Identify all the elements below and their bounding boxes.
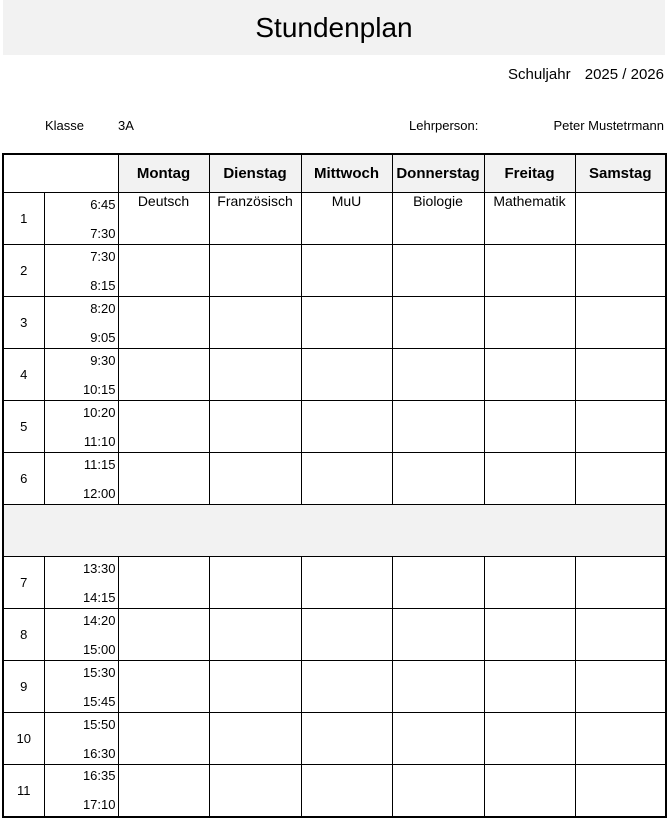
period-number: 4 xyxy=(3,349,44,401)
subject-cell[interactable] xyxy=(301,609,392,661)
period-end-time: 12:00 xyxy=(82,485,116,501)
subject-cell[interactable] xyxy=(575,765,666,817)
period-number: 6 xyxy=(3,453,44,505)
day-header: Samstag xyxy=(575,154,666,193)
period-number: 7 xyxy=(3,557,44,609)
period-row xyxy=(3,193,666,245)
subject-cell[interactable] xyxy=(484,661,575,713)
period-row xyxy=(3,713,666,765)
subject-cell[interactable] xyxy=(118,245,209,297)
subject-cell[interactable] xyxy=(484,401,575,453)
subject-cell[interactable] xyxy=(301,297,392,349)
period-row xyxy=(3,245,666,297)
period-number: 3 xyxy=(3,297,44,349)
period-number: 1 xyxy=(3,193,44,245)
subject-cell[interactable] xyxy=(209,713,301,765)
period-end-time: 15:45 xyxy=(82,693,116,709)
day-header: Mittwoch xyxy=(301,154,392,193)
subject-cell[interactable] xyxy=(301,245,392,297)
period-end-time: 9:05 xyxy=(90,329,116,345)
subject-cell[interactable] xyxy=(392,401,484,453)
subject-cell[interactable] xyxy=(575,713,666,765)
period-start-time: 7:30 xyxy=(90,248,116,264)
subject-cell[interactable]: MuU xyxy=(301,193,392,245)
subject-cell[interactable] xyxy=(575,557,666,609)
period-end-time: 15:00 xyxy=(82,641,116,657)
lunch-break-cell xyxy=(3,505,666,557)
subject-cell[interactable] xyxy=(484,713,575,765)
header-row xyxy=(3,154,666,193)
class-value: 3A xyxy=(118,118,134,133)
subject-cell[interactable] xyxy=(575,453,666,505)
subject-cell[interactable] xyxy=(209,453,301,505)
subject-cell[interactable] xyxy=(118,713,209,765)
subject-cell[interactable] xyxy=(118,557,209,609)
period-row xyxy=(3,297,666,349)
subject-cell[interactable] xyxy=(392,765,484,817)
subject-cell[interactable] xyxy=(392,349,484,401)
subject-cell[interactable] xyxy=(118,609,209,661)
subject-cell[interactable]: Deutsch xyxy=(118,193,209,245)
teacher-value: Peter Mustetrmann xyxy=(553,118,664,133)
period-start-time: 9:30 xyxy=(90,352,116,368)
subject-cell[interactable] xyxy=(209,349,301,401)
subject-cell[interactable] xyxy=(301,713,392,765)
subject-cell[interactable] xyxy=(301,557,392,609)
schoolyear-value: 2025 / 2026 xyxy=(584,66,664,83)
period-time xyxy=(44,557,118,609)
timetable xyxy=(2,153,667,818)
subject-cell[interactable] xyxy=(484,557,575,609)
subject-cell[interactable] xyxy=(484,297,575,349)
period-row xyxy=(3,609,666,661)
day-header: Donnerstag xyxy=(392,154,484,193)
period-time xyxy=(44,401,118,453)
subject-cell[interactable] xyxy=(575,661,666,713)
period-time xyxy=(44,609,118,661)
period-time xyxy=(44,193,118,245)
period-row xyxy=(3,453,666,505)
subject-cell[interactable] xyxy=(118,349,209,401)
subject-cell[interactable]: Mathematik xyxy=(484,193,575,245)
subject-cell[interactable] xyxy=(118,661,209,713)
period-end-time: 11:10 xyxy=(83,433,116,449)
subject-cell[interactable] xyxy=(209,245,301,297)
subject-cell[interactable] xyxy=(301,765,392,817)
day-header: Freitag xyxy=(484,154,575,193)
period-end-time: 7:30 xyxy=(90,225,116,241)
subject-cell[interactable] xyxy=(118,765,209,817)
period-end-time: 8:15 xyxy=(90,277,116,293)
period-number: 9 xyxy=(3,661,44,713)
subject-cell[interactable] xyxy=(484,765,575,817)
period-row xyxy=(3,765,666,817)
period-number: 2 xyxy=(3,245,44,297)
subject-cell[interactable] xyxy=(118,453,209,505)
subject-cell[interactable]: Biologie xyxy=(392,193,484,245)
subject-cell[interactable] xyxy=(209,401,301,453)
class-label: Klasse xyxy=(45,118,85,133)
subject-cell[interactable] xyxy=(301,453,392,505)
schoolyear-label: Schuljahr xyxy=(508,66,571,83)
lunch-break-row xyxy=(3,505,666,557)
period-start-time: 10:20 xyxy=(82,404,116,420)
period-number: 10 xyxy=(3,713,44,765)
day-header: Montag xyxy=(118,154,209,193)
period-start-time: 6:45 xyxy=(90,196,116,212)
subject-cell[interactable] xyxy=(392,713,484,765)
period-start-time: 15:30 xyxy=(82,664,116,680)
title-banner xyxy=(3,0,665,55)
teacher-label: Lehrperson: xyxy=(409,118,479,133)
subject-cell[interactable] xyxy=(118,297,209,349)
period-start-time: 14:20 xyxy=(82,612,116,628)
subject-cell[interactable] xyxy=(484,609,575,661)
period-end-time: 10:15 xyxy=(82,381,116,397)
period-start-time: 11:15 xyxy=(83,456,116,472)
period-time xyxy=(44,453,118,505)
period-row xyxy=(3,401,666,453)
period-time xyxy=(44,713,118,765)
subject-cell[interactable] xyxy=(575,401,666,453)
period-start-time: 15:50 xyxy=(82,716,116,732)
subject-cell[interactable] xyxy=(575,609,666,661)
subject-cell[interactable] xyxy=(392,453,484,505)
subject-cell[interactable] xyxy=(392,297,484,349)
subject-cell[interactable] xyxy=(392,661,484,713)
schoolyear-row xyxy=(508,66,664,83)
period-time xyxy=(44,765,118,817)
period-end-time: 17:10 xyxy=(82,797,116,813)
subject-cell[interactable] xyxy=(301,401,392,453)
period-number: 8 xyxy=(3,609,44,661)
subject-cell[interactable] xyxy=(209,557,301,609)
period-row xyxy=(3,349,666,401)
subject-cell[interactable] xyxy=(209,661,301,713)
subject-cell[interactable]: Französisch xyxy=(209,193,301,245)
subject-cell[interactable] xyxy=(392,557,484,609)
period-time xyxy=(44,661,118,713)
subject-cell[interactable] xyxy=(209,297,301,349)
subject-cell[interactable] xyxy=(575,297,666,349)
period-start-time: 13:30 xyxy=(82,560,116,576)
subject-cell[interactable] xyxy=(392,245,484,297)
subject-cell[interactable] xyxy=(484,349,575,401)
day-header: Dienstag xyxy=(209,154,301,193)
period-time xyxy=(44,349,118,401)
header-corner xyxy=(3,154,118,193)
period-time xyxy=(44,297,118,349)
subject-cell[interactable] xyxy=(118,401,209,453)
subject-cell[interactable] xyxy=(575,193,666,245)
subject-cell[interactable] xyxy=(209,609,301,661)
subject-cell[interactable] xyxy=(301,661,392,713)
subject-cell[interactable] xyxy=(392,609,484,661)
subject-cell[interactable] xyxy=(301,349,392,401)
period-time xyxy=(44,245,118,297)
subject-cell[interactable] xyxy=(484,453,575,505)
period-number: 5 xyxy=(3,401,44,453)
period-row xyxy=(3,661,666,713)
subject-cell[interactable] xyxy=(575,349,666,401)
subject-cell[interactable] xyxy=(209,765,301,817)
period-row xyxy=(3,557,666,609)
subject-cell[interactable] xyxy=(575,245,666,297)
period-number: 11 xyxy=(3,765,44,817)
page-title: Stundenplan xyxy=(255,11,413,43)
period-start-time: 16:35 xyxy=(82,768,116,784)
period-end-time: 14:15 xyxy=(82,589,116,605)
period-end-time: 16:30 xyxy=(82,745,116,761)
subject-cell[interactable] xyxy=(484,245,575,297)
period-start-time: 8:20 xyxy=(90,300,116,316)
